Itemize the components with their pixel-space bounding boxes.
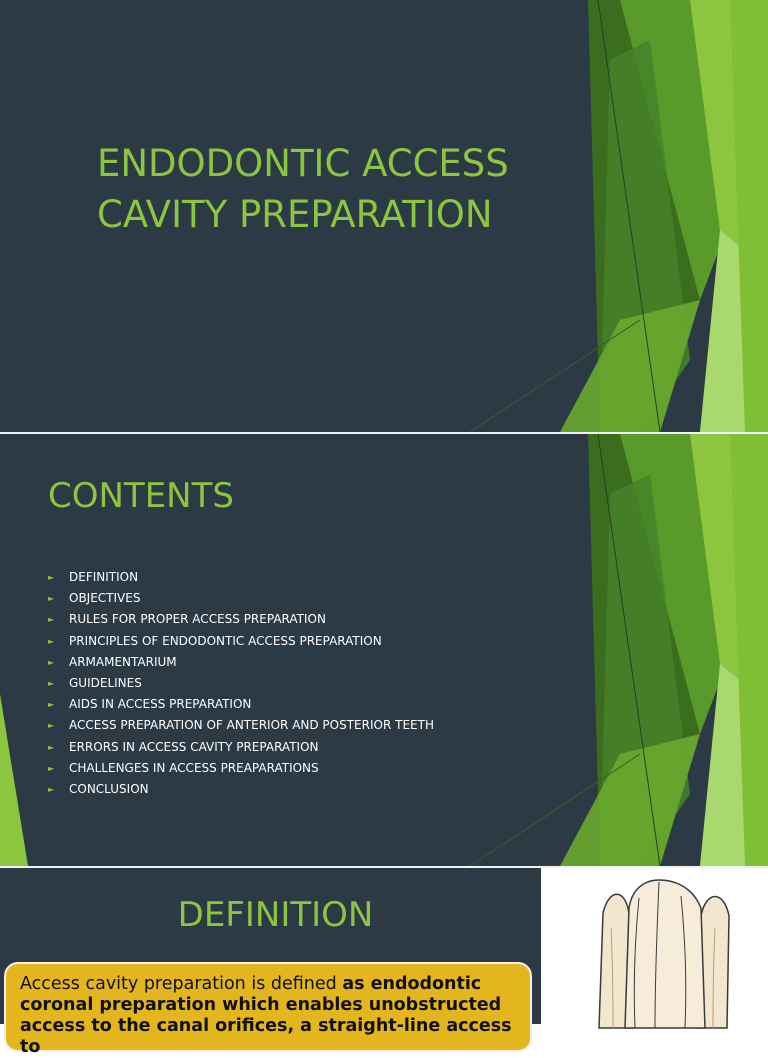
tooth-image — [541, 868, 768, 1024]
definition-text: Access cavity preparation is defined — [20, 974, 343, 994]
triangle-bullet-icon: ► — [48, 657, 55, 667]
triangle-bullet-icon: ► — [48, 742, 55, 752]
slide-title — [0, 0, 768, 432]
triangle-bullet-icon: ► — [48, 721, 55, 731]
list-item — [48, 715, 434, 736]
list-item — [48, 609, 434, 630]
list-item — [48, 758, 434, 779]
list-item — [48, 631, 434, 652]
triangle-bullet-icon: ► — [48, 784, 55, 794]
list-item — [48, 737, 434, 758]
title-line-2: CAVITY PREPARATION — [97, 193, 493, 236]
list-item-text: GUIDELINES — [69, 675, 142, 690]
triangle-bullet-icon: ► — [48, 700, 55, 710]
triangle-bullet-icon: ► — [48, 678, 55, 688]
list-item-text: AIDS IN ACCESS PREPARATION — [69, 697, 252, 712]
list-item-text: ARMAMENTARIUM — [69, 654, 177, 669]
triangle-bullet-icon: ► — [48, 573, 55, 582]
contents-heading: CONTENTS — [48, 476, 234, 516]
list-item-text: ERRORS IN ACCESS CAVITY PREPARATION — [69, 739, 319, 754]
definition-text-bold: as endodontic coronal preparation which enables unobstructed access to the canal orifices, a straight-line access to — [20, 974, 512, 1057]
list-item-text: PRINCIPLES OF ENDODONTIC ACCESS PREPARATION — [69, 633, 382, 648]
triangle-bullet-icon: ► — [48, 636, 55, 646]
tooth-illustration — [541, 868, 768, 1024]
title-line-1: ENDODONTIC ACCESS — [97, 142, 509, 185]
contents-list — [48, 567, 434, 800]
list-item-text: CHALLENGES IN ACCESS PREAPARATIONS — [69, 760, 319, 775]
definition-heading: DEFINITION — [177, 895, 374, 935]
list-item-text: ACCESS PREPARATION OF ANTERIOR AND POSTERIOR TEETH — [69, 718, 434, 733]
slide-contents — [0, 434, 768, 866]
list-item-text: DEFINITION — [69, 570, 139, 584]
slide-title-heading — [97, 138, 537, 240]
list-item — [48, 652, 434, 673]
list-item-text: CONCLUSION — [69, 781, 149, 796]
triangle-bullet-icon: ► — [48, 763, 55, 773]
list-item — [48, 567, 434, 588]
list-item — [48, 588, 434, 609]
list-item — [48, 673, 434, 694]
list-item — [48, 694, 434, 715]
list-item-text: OBJECTIVES — [69, 591, 141, 606]
definition-callout — [4, 962, 532, 1057]
slide-definition — [0, 868, 768, 1057]
definition-panel — [0, 868, 541, 1057]
list-item-text: RULES FOR PROPER ACCESS PREPARATION — [69, 612, 326, 627]
list-item — [48, 779, 434, 800]
triangle-bullet-icon: ► — [48, 615, 55, 625]
triangle-bullet-icon: ► — [48, 594, 55, 604]
